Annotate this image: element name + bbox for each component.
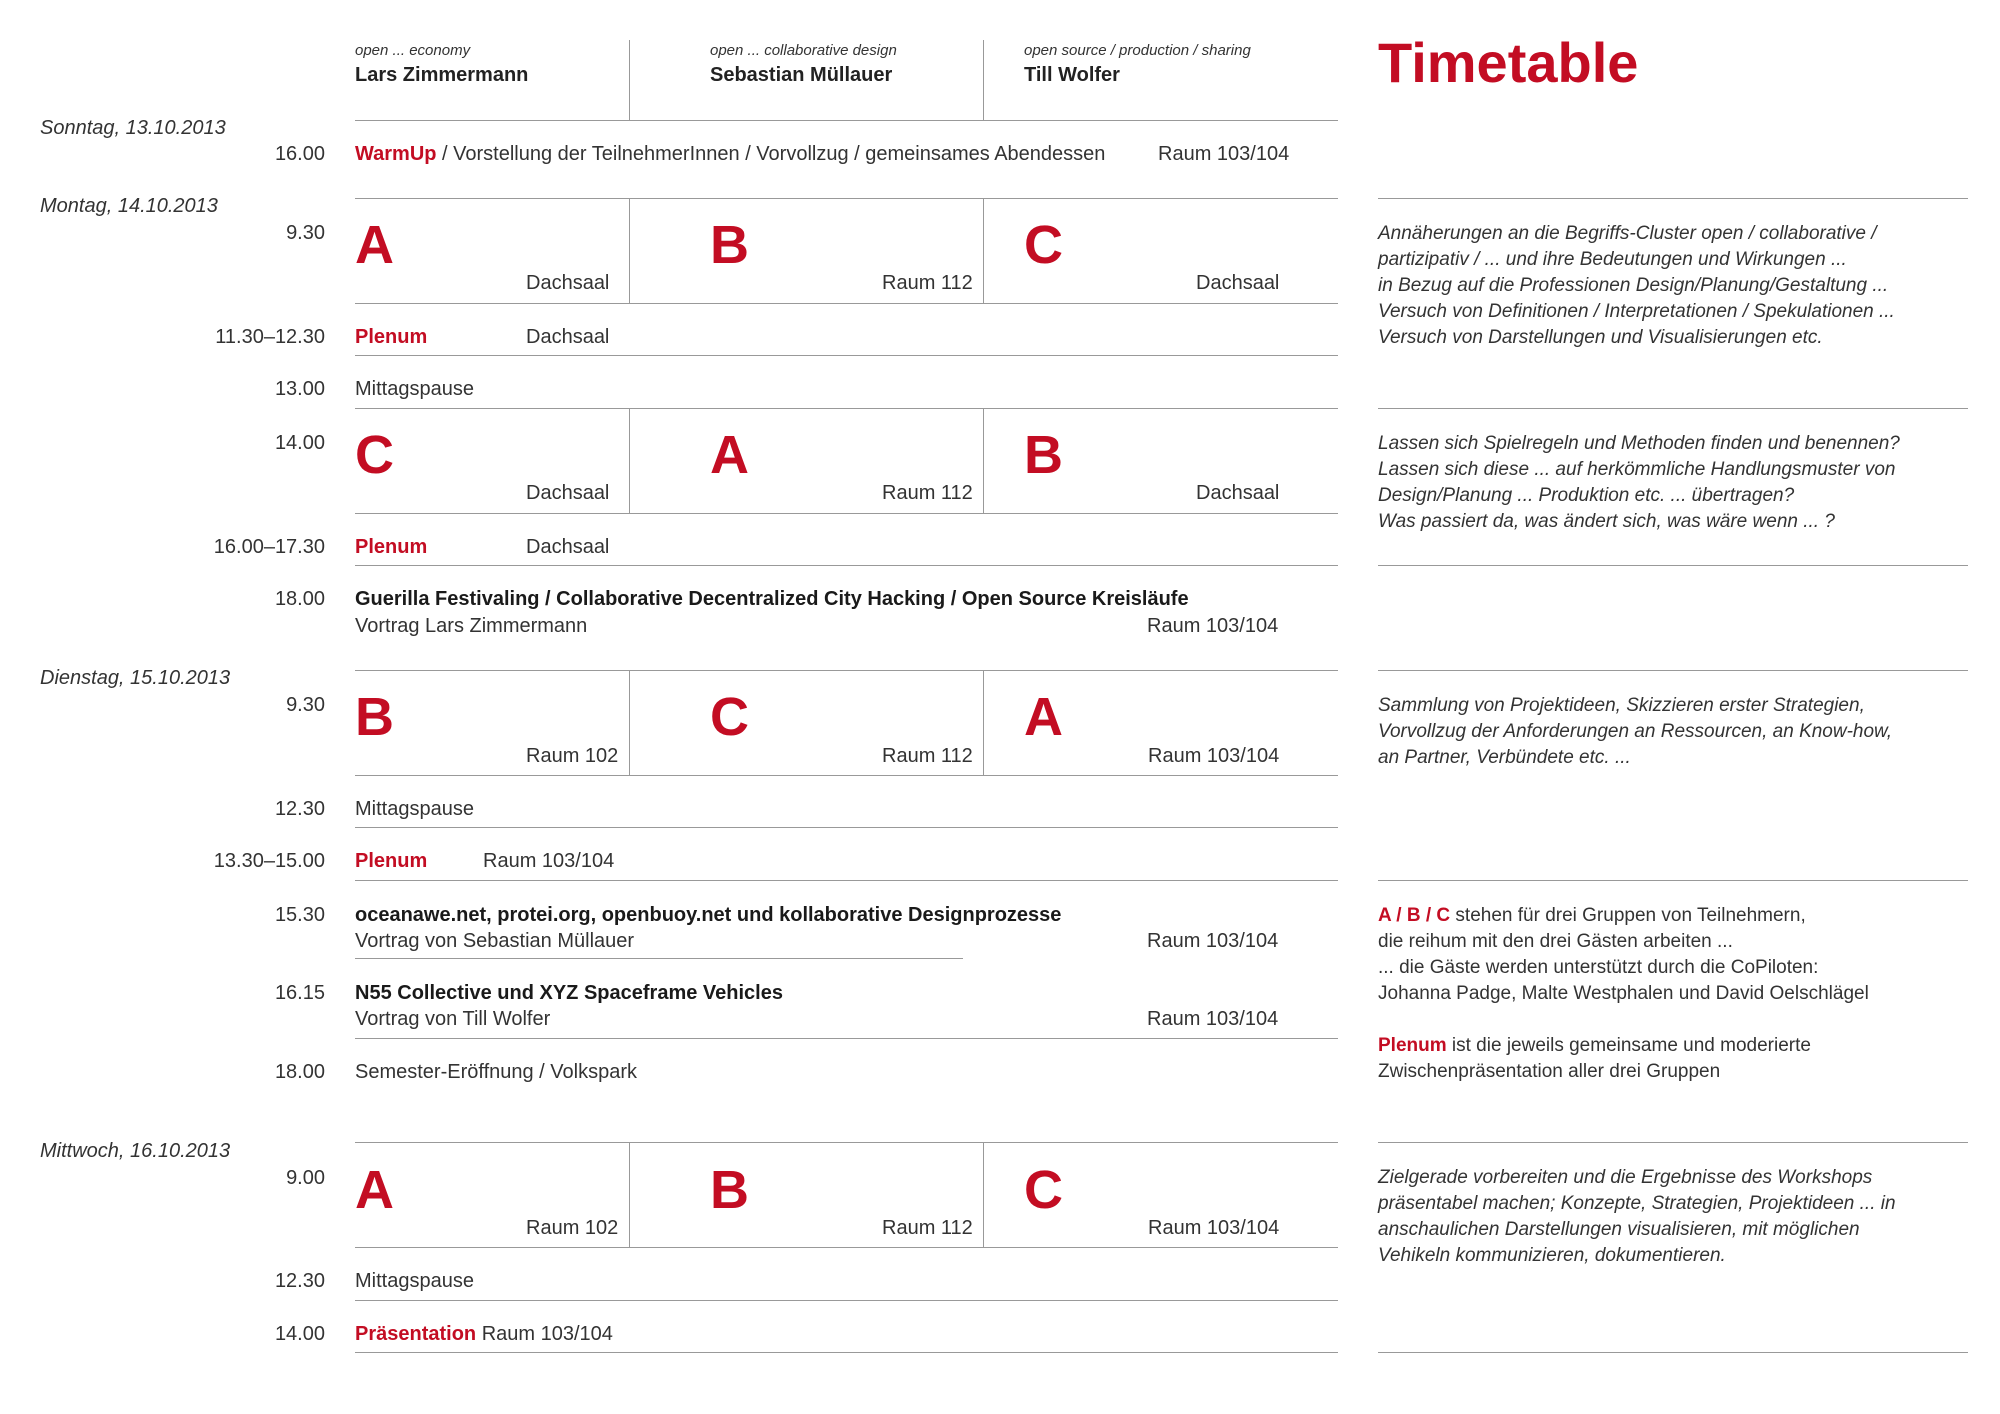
legend-plenum-text: ist die jeweils gemeinsame und moderierte [1446, 1035, 1811, 1056]
row-rule [355, 670, 1338, 671]
col-divider [629, 198, 630, 303]
day-sunday: Sonntag, 13.10.2013 [40, 117, 226, 139]
note-line: Versuch von Darstellungen und Visualisierungen etc. [1378, 327, 1823, 348]
col-divider [629, 670, 630, 775]
room: Raum 112 [882, 272, 973, 294]
legend-line: die reihum mit den drei Gästen arbeiten ... [1378, 931, 1733, 952]
legend-line: ... die Gäste werden unterstützt durch die CoPiloten: [1378, 957, 1819, 978]
note-line: anschaulichen Darstellungen visualisieren, mit möglichen [1378, 1219, 1860, 1240]
time: 12.30 [274, 1270, 325, 1292]
note-line: Vehikeln kommunizieren, dokumentieren. [1378, 1245, 1726, 1266]
legend-line: Johanna Padge, Malte Westphalen und David Oelschlägel [1378, 983, 1869, 1004]
group-letter: A [355, 215, 394, 275]
col3-label: open source / production / sharing [1024, 42, 1251, 59]
col-divider [983, 670, 984, 775]
note-line: Versuch von Definitionen / Interpretationen / Spekulationen ... [1378, 301, 1895, 322]
note-rule [1378, 565, 1968, 566]
room: Dachsaal [526, 326, 610, 348]
room: Dachsaal [526, 272, 610, 294]
note-line: an Partner, Verbündete etc. ... [1378, 747, 1631, 768]
col-divider [983, 1142, 984, 1247]
legend-line [1378, 1033, 1978, 1059]
time: 11.30–12.30 [215, 326, 325, 348]
group-letter: B [1024, 425, 1063, 485]
col-divider [983, 408, 984, 513]
talk-title: Guerilla Festivaling / Collaborative Decentralized City Hacking / Open Source Kreisläufe [355, 588, 1189, 610]
row-rule [355, 1352, 1338, 1353]
legend-block [1378, 903, 1978, 1085]
time: 12.30 [274, 798, 325, 820]
room: Raum 103/104 [1148, 1217, 1280, 1239]
row-rule [355, 775, 1338, 776]
row-rule [355, 1300, 1338, 1301]
row-rule [355, 827, 1338, 828]
warmup-label: WarmUp [355, 143, 437, 165]
plenum-label: Plenum [355, 326, 428, 348]
room: Raum 103/104 [483, 850, 615, 872]
room: Raum 103/104 [1147, 930, 1279, 952]
row-rule [355, 303, 1338, 304]
note-line: Was passiert da, was ändert sich, was wäre wenn ... ? [1378, 511, 1835, 532]
group-letter: A [710, 425, 749, 485]
room: Raum 112 [882, 745, 973, 767]
row-rule [355, 1038, 1338, 1039]
room: Raum 103/104 [1158, 143, 1290, 165]
warmup-desc: / Vorstellung der TeilnehmerInnen / Vorvollzug / gemeinsames Abendessen [436, 143, 1106, 165]
row-rule [355, 513, 1338, 514]
room: Raum 103/104 [1147, 615, 1279, 637]
row-rule [355, 198, 1338, 199]
room: Raum 103/104 [1147, 1008, 1279, 1030]
note-block [1378, 221, 1968, 351]
presentation-label: Präsentation [355, 1323, 477, 1345]
page-title: Timetable [1378, 31, 1639, 94]
row-rule [355, 880, 1338, 881]
legend-line [1378, 903, 1978, 929]
plenum-label: Plenum [355, 536, 428, 558]
room: Raum 112 [882, 482, 973, 504]
time: 18.00 [274, 1061, 325, 1083]
room: Dachsaal [526, 536, 610, 558]
lunch-break: Mittagspause [355, 378, 474, 400]
room: Dachsaal [526, 482, 610, 504]
talk-title: oceanawe.net, protei.org, openbuoy.net und kollaborative Designprozesse [355, 904, 1062, 926]
legend-abc-text: stehen für drei Gruppen von Teilnehmern, [1450, 905, 1806, 926]
group-letter: B [710, 215, 749, 275]
group-letter: A [1024, 687, 1063, 747]
row-rule [355, 1247, 1338, 1248]
room: Raum 103/104 [481, 1323, 613, 1345]
day-tuesday: Dienstag, 15.10.2013 [40, 667, 231, 689]
note-block [1378, 431, 1968, 535]
time: 15.30 [274, 904, 325, 926]
time: 16.00 [274, 143, 325, 165]
group-letter: C [355, 425, 394, 485]
row-rule [355, 1142, 1338, 1143]
col1-name: Lars Zimmermann [355, 64, 529, 86]
group-letter: B [355, 687, 394, 747]
col-divider [629, 408, 630, 513]
legend-plenum: Plenum [1378, 1035, 1447, 1056]
col2-label: open ... collaborative design [710, 42, 897, 59]
day-wednesday: Mittwoch, 16.10.2013 [40, 1140, 231, 1162]
row-rule [355, 958, 963, 959]
room: Dachsaal [1196, 272, 1280, 294]
warmup-row [355, 143, 1105, 166]
note-line: partizipativ / ... und ihre Bedeutungen und Wirkungen ... [1378, 249, 1847, 270]
time: 9.30 [286, 694, 325, 716]
talk-speaker: Vortrag Lars Zimmermann [355, 615, 588, 637]
lunch-break: Mittagspause [355, 1270, 474, 1292]
room: Raum 103/104 [1148, 745, 1280, 767]
note-line: Design/Planung ... Produktion etc. ... übertragen? [1378, 485, 1795, 506]
time: 16.15 [274, 982, 325, 1004]
talk-title: N55 Collective und XYZ Spaceframe Vehicles [355, 982, 783, 1004]
group-letter: C [1024, 215, 1063, 275]
legend-abc: A / B / C [1378, 905, 1451, 926]
group-letter: C [1024, 1160, 1063, 1220]
room: Dachsaal [1196, 482, 1280, 504]
room: Raum 112 [882, 1217, 973, 1239]
col3-name: Till Wolfer [1024, 64, 1120, 86]
note-line: Lassen sich Spielregeln und Methoden finden und benennen? [1378, 433, 1900, 454]
time: 13.30–15.00 [213, 850, 325, 872]
col2-name: Sebastian Müllauer [710, 64, 893, 86]
header-divider [629, 40, 630, 120]
note-rule [1378, 880, 1968, 881]
time: 14.00 [274, 1323, 325, 1345]
talk-speaker: Vortrag von Sebastian Müllauer [355, 930, 635, 952]
header-divider [983, 40, 984, 120]
room: Raum 102 [526, 745, 619, 767]
note-block [1378, 1165, 1968, 1269]
col-divider [983, 198, 984, 303]
room: Raum 102 [526, 1217, 619, 1239]
note-rule [1378, 670, 1968, 671]
time: 18.00 [274, 588, 325, 610]
plenum-label: Plenum [355, 850, 428, 872]
legend-line: Zwischenpräsentation aller drei Gruppen [1378, 1061, 1721, 1082]
row-rule [355, 565, 1338, 566]
note-rule [1378, 198, 1968, 199]
note-line: Lassen sich diese ... auf herkömmliche Handlungsmuster von [1378, 459, 1896, 480]
presentation-row [355, 1323, 613, 1346]
note-rule [1378, 1352, 1968, 1353]
group-letter: A [355, 1160, 394, 1220]
time: 9.30 [286, 222, 325, 244]
semester-opening: Semester-Eröffnung / Volkspark [355, 1061, 637, 1083]
note-block [1378, 693, 1968, 771]
note-line: Annäherungen an die Begriffs-Cluster open / collaborative / [1378, 223, 1877, 244]
note-rule [1378, 408, 1968, 409]
lunch-break: Mittagspause [355, 798, 474, 820]
note-rule [1378, 1142, 1968, 1143]
row-rule [355, 408, 1338, 409]
col-divider [629, 1142, 630, 1247]
time: 14.00 [274, 432, 325, 454]
time: 9.00 [286, 1167, 325, 1189]
legend-spacer [1378, 1007, 1978, 1033]
time: 13.00 [274, 378, 325, 400]
group-letter: C [710, 687, 749, 747]
talk-speaker: Vortrag von Till Wolfer [355, 1008, 551, 1030]
note-line: Sammlung von Projektideen, Skizzieren erster Strategien, [1378, 695, 1865, 716]
note-line: Vorvollzug der Anforderungen an Ressourcen, an Know-how, [1378, 721, 1893, 742]
row-rule [355, 355, 1338, 356]
header-rule [355, 120, 1338, 121]
col1-label: open ... economy [355, 42, 471, 59]
note-line: präsentabel machen; Konzepte, Strategien, Projektideen ... in [1378, 1193, 1896, 1214]
time: 16.00–17.30 [213, 536, 325, 558]
group-letter: B [710, 1160, 749, 1220]
note-line: Zielgerade vorbereiten und die Ergebnisse des Workshops [1378, 1167, 1873, 1188]
note-line: in Bezug auf die Professionen Design/Planung/Gestaltung ... [1378, 275, 1889, 296]
day-monday: Montag, 14.10.2013 [40, 195, 218, 217]
